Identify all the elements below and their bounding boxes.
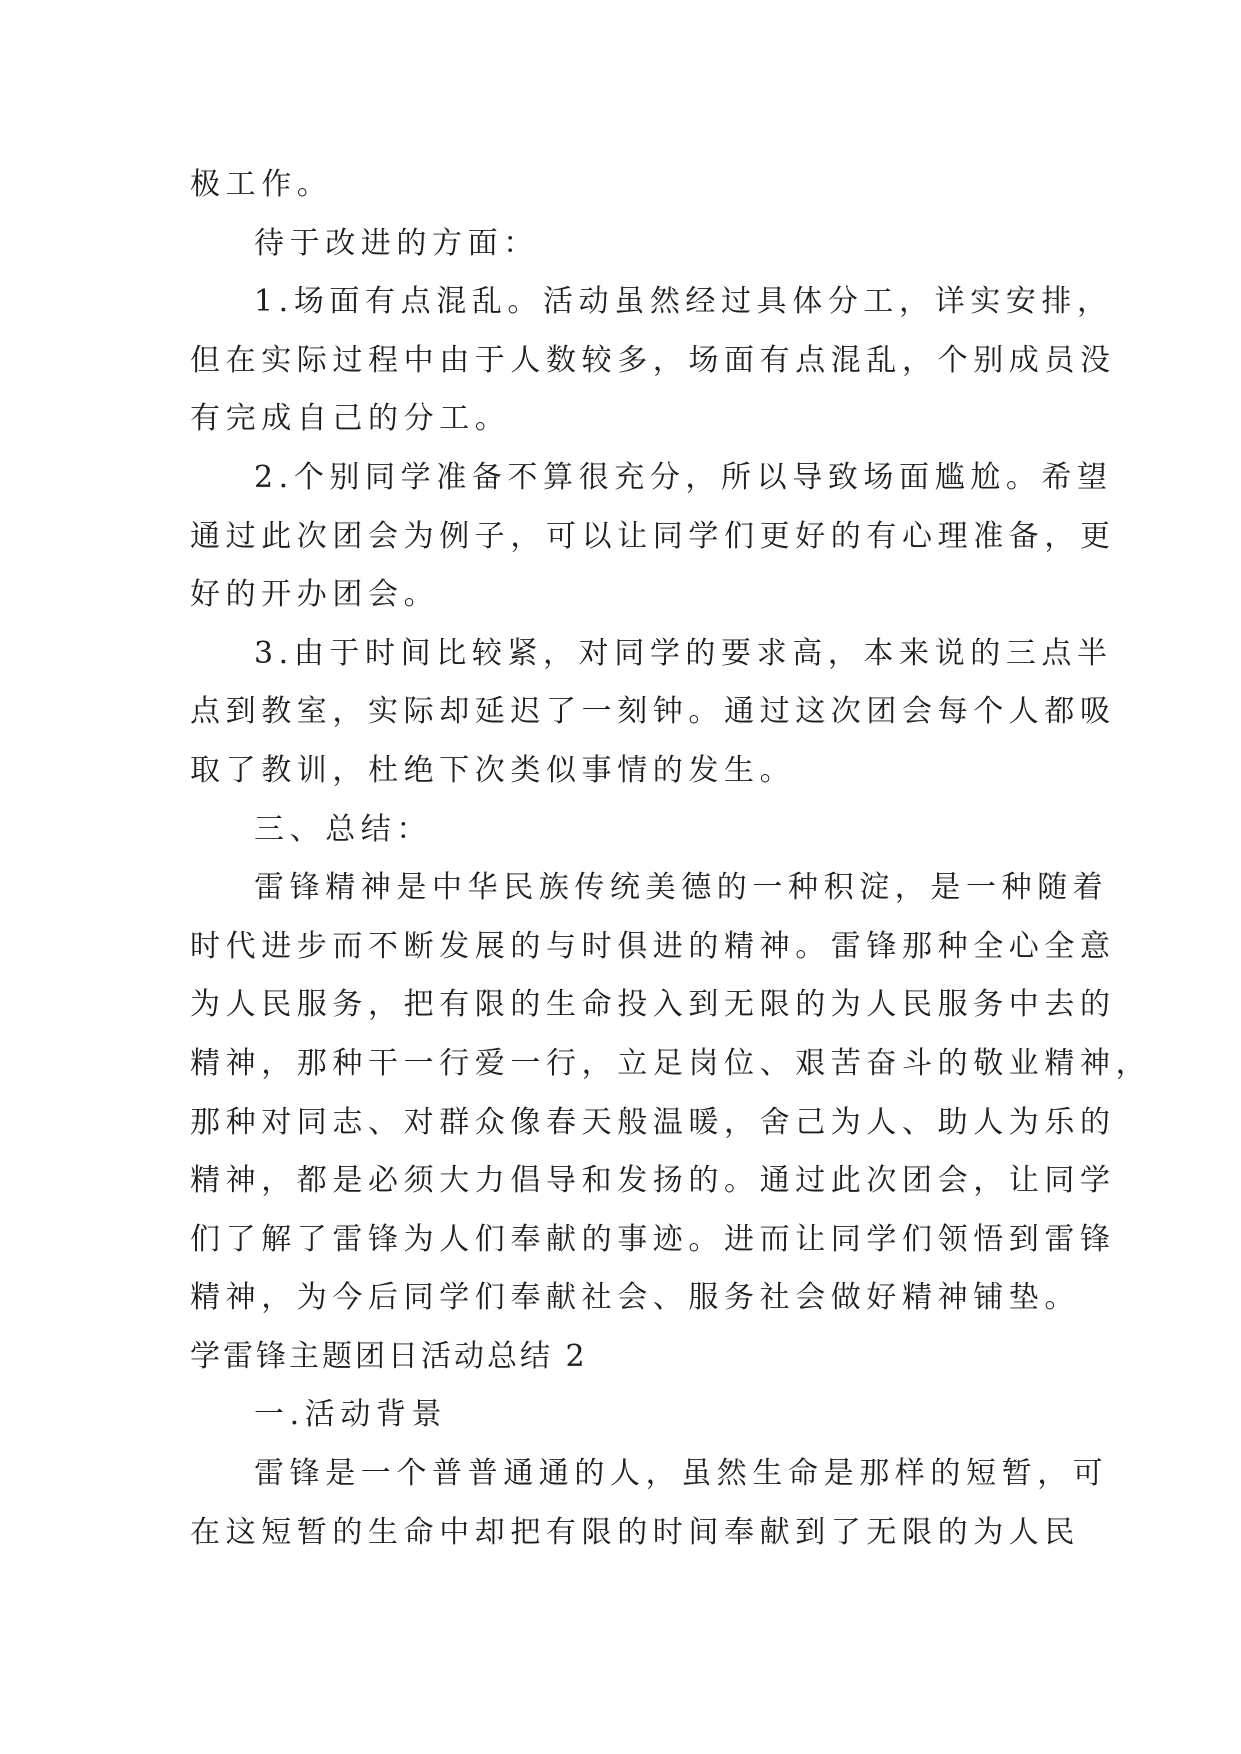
document-title: 学雷锋主题团日活动总结 2	[190, 1338, 588, 1374]
section-label-improvements: 待于改进的方面：	[254, 225, 539, 261]
text-line: 时代进步而不断发展的与时俱进的精神。雷锋那种全心全意	[190, 928, 1116, 964]
text-line: 精神，那种干一行爱一行，立足岗位、艰苦奋斗的敬业精神，	[190, 1045, 1152, 1081]
section-heading-summary: 三、总结：	[254, 811, 432, 847]
text-line: 在这短暂的生命中却把有限的时间奉献到了无限的为人民	[190, 1514, 1080, 1550]
text-line: 1.场面有点混乱。活动虽然经过具体分工，详实安排，	[254, 284, 1113, 320]
text-line: 但在实际过程中由于人数较多，场面有点混乱，个别成员没	[190, 342, 1116, 378]
text-line: 们了解了雷锋为人们奉献的事迹。进而让同学们领悟到雷锋	[190, 1221, 1116, 1257]
text-line: 为人民服务，把有限的生命投入到无限的为人民服务中去的	[190, 987, 1116, 1023]
text-line: 有完成自己的分工。	[190, 401, 511, 437]
section-heading-background: 一.活动背景	[254, 1397, 448, 1433]
text-line: 2.个别同学准备不算很充分，所以导致场面尴尬。希望	[254, 459, 1113, 495]
document-body	[190, 156, 1152, 1562]
text-line: 通过此次团会为例子，可以让同学们更好的有心理准备，更	[190, 518, 1116, 554]
text-line: 3.由于时间比较紧，对同学的要求高，本来说的三点半	[254, 635, 1113, 671]
text-line: 好的开办团会。	[190, 577, 440, 613]
text-line: 那种对同志、对群众像春天般温暖，舍己为人、助人为乐的	[190, 1104, 1116, 1140]
text-line: 雷锋是一个普普通通的人，虽然生命是那样的短暂，可	[254, 1456, 1109, 1492]
text-line: 精神，都是必须大力倡导和发扬的。通过此次团会，让同学	[190, 1163, 1116, 1199]
text-line: 取了教训，杜绝下次类似事情的发生。	[190, 752, 796, 788]
text-line: 精神，为今后同学们奉献社会、服务社会做好精神铺垫。	[190, 1280, 1080, 1316]
text-line: 雷锋精神是中华民族传统美德的一种积淀，是一种随着	[254, 870, 1109, 906]
text-line: 点到教室，实际却延迟了一刻钟。通过这次团会每个人都吸	[190, 694, 1116, 730]
text-line: 极工作。	[190, 167, 333, 202]
